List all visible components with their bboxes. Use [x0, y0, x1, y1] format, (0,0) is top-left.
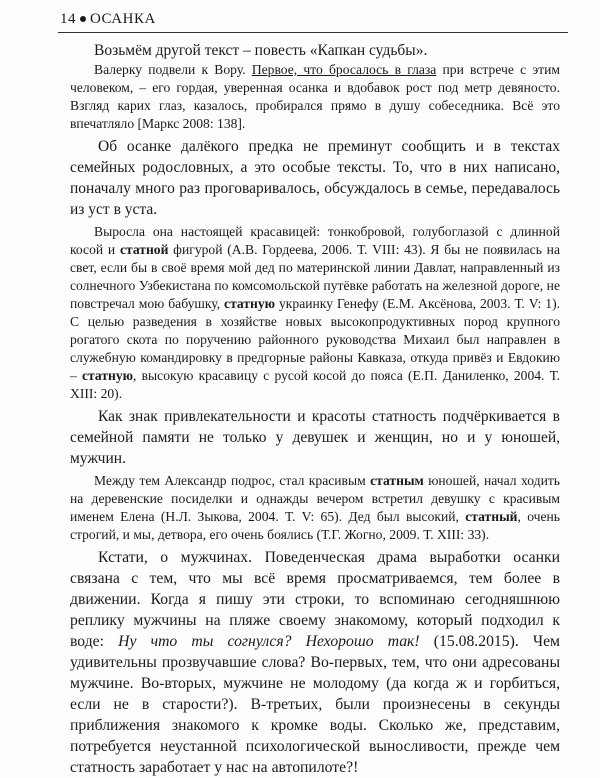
paragraph-1: Об осанке далёкого предка не преминут сообщить и в текстах семейных родословных, а это особые тексты. То, что в них написано, поначалу много раз проговаривалось, обсуждалось в семье, передавалось из уст в уста.	[70, 138, 560, 218]
quote1-underlined: Первое, что бросалось в глаза	[251, 62, 437, 77]
quote3-bold: статным	[370, 473, 424, 488]
para3-text: Кстати, о мужчинах. Поведенческая драма выработки осанки связана с тем, что мы всё время просматриваемся, тем более в движении. Когда я пишу эти строки, то вспоминаю сегодняшнюю реплику мужчины на пляже своему знакомому, который подходил к воде:	[70, 549, 560, 650]
quote3-bold: статный	[465, 509, 518, 524]
header-rule	[58, 32, 568, 33]
quote-block-1	[70, 61, 560, 133]
quote3-text: Между тем Александр подрос, стал красивым	[94, 473, 371, 488]
quote2-bold: статную	[82, 368, 134, 383]
bullet-separator	[80, 16, 86, 22]
quote2-bold: статную	[224, 296, 276, 311]
quote2-bold: статной	[119, 242, 169, 257]
quote2-text: фигурой (А.В. Гордеева, 2006. Т. VIII: 43). Я бы не появилась на свет, если бы в своё время мой дед по материнской линии Давлат, направленный из солнечного Узбекистана по комсомольской путёвке работать на железной дороге, не повстречал мою бабушку,	[70, 242, 560, 311]
quote2-text: Выросла она настоящей красавицей: тонкобровой, голубоглазой с длинной косой и	[70, 224, 560, 257]
page-content	[70, 40, 560, 778]
para3-italic: Ну что ты согнулся? Нехорошо так!	[118, 633, 420, 650]
quote-block-3	[70, 472, 560, 544]
quote3-text: юношей, начал ходить на деревенские посиделки и однажды вечером встретил девушку с красивым именем Елена (Н.Л. Зыкова, 2004. Т. V: 65). Дед был высокий,	[70, 473, 560, 524]
paragraph-3	[70, 547, 560, 778]
paragraph-2: Как знак привлекательности и красоты статность подчёркивается в семейной памяти не только у девушек и женщин, но и у юношей, мужчин.	[70, 408, 560, 467]
quote-block-2	[70, 223, 560, 403]
quote1-text: Валерку подвели к Вору.	[94, 62, 252, 77]
running-header	[60, 10, 565, 28]
intro-line: Возьмём другой текст – повесть «Капкан судьбы».	[94, 42, 428, 59]
page-number: 14	[60, 11, 76, 27]
running-title: ОСАНКА	[90, 11, 156, 27]
quote1-text-end: при встрече с этим человеком, – его гордая, уверенная осанка и вдобавок рост под метр девяносто. Взгляд карих глаз, казалось, пробирался прямо в душу собеседника. Всё это впечатляло [Маркс 2008: 138].	[70, 62, 560, 131]
quote2-text: украинку Генефу (Е.М. Аксёнова, 2003. Т. V: 1). С целью разведения в хозяйстве новых высокопродуктивных пород крупного рогатого скота по поручению районного руководства Михаил был направлен в служебную командировку в предгорные районы Кавказа, откуда привёз и Евдокию –	[70, 296, 560, 383]
para3-text: (15.08.2015). Чем удивительны прозвучавшие слова? Во-первых, тем, что они адресованы мужчине. Во-вторых, мужчине не молодому (да когда ж и горбиться, если не в старости?). В-третьих, были произнесены в секунды приближения знакомого к кромке воды. Сколько же, представим, потребуется неустанной психологической выносливости, прежде чем статность заработает у нас на автопилоте?!	[70, 633, 560, 776]
quote2-text: , высокую красавицу с русой косой до пояса (Е.П. Даниленко, 2004. Т. XIII: 20).	[70, 368, 560, 401]
quote3-text: , очень строгий, и мы, детвора, его очень боялись (Т.Г. Жогно, 2009. Т. XIII: 33).	[70, 509, 561, 542]
